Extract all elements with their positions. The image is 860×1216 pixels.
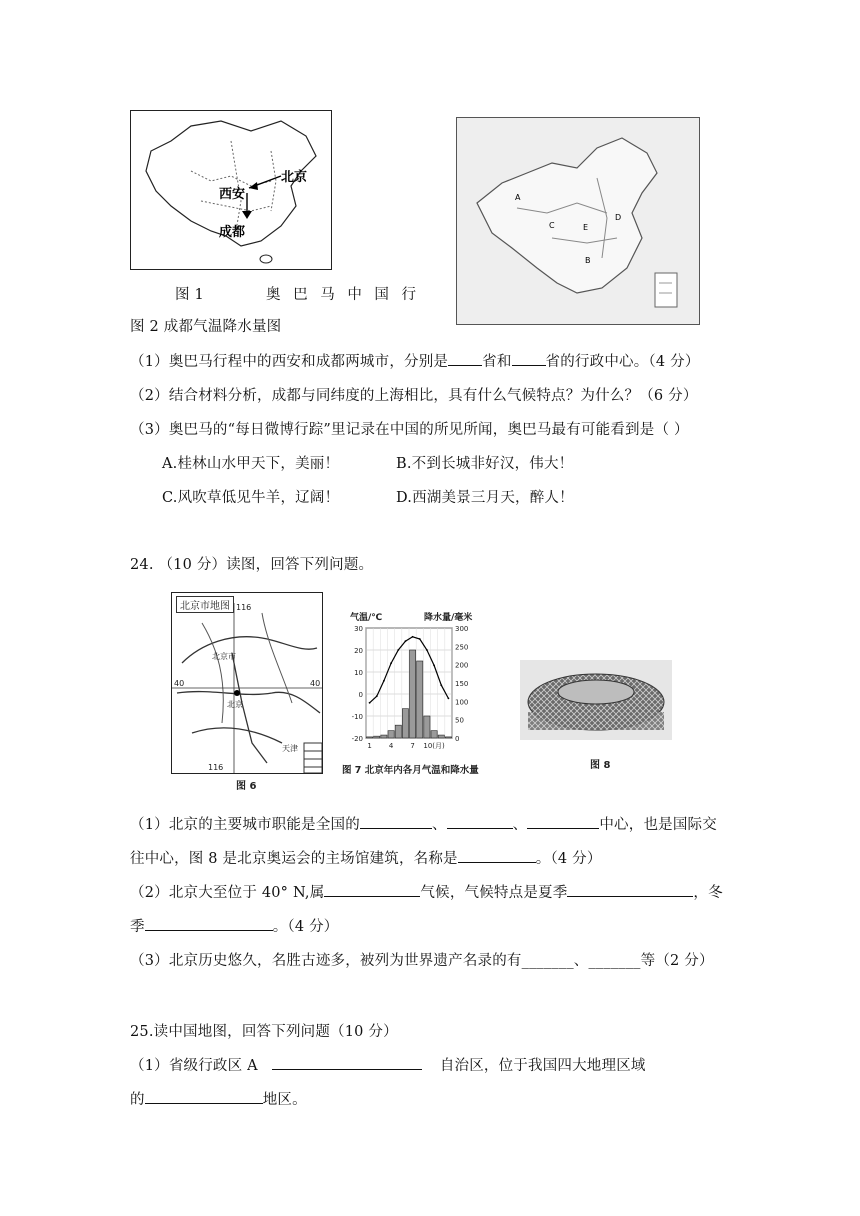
temperature-point — [383, 680, 385, 682]
precip-bar — [374, 736, 380, 738]
x-tick-label: 7 — [410, 742, 415, 750]
q23-1: （1）奥巴马行程中的西安和成都两城市，分别是 省和 省的行政中心。（4 分） — [130, 350, 700, 371]
y-right-tick-label: 150 — [455, 680, 469, 688]
figure-2-caption: 图 2 成都气温降水量图 — [130, 319, 282, 335]
q24-2a: （2）北京大至位于 40° N,属 气候，气候特点是夏季 ，冬 — [130, 881, 723, 902]
region-letter-b: B — [585, 256, 591, 265]
temperature-point — [426, 649, 428, 651]
label-beijing-center: 北京 — [227, 700, 243, 709]
longitude-top: 116 — [236, 603, 252, 612]
latitude-right: 40 — [310, 679, 321, 688]
y-left-tick-label: 30 — [354, 625, 363, 633]
region-letter-a: A — [515, 193, 521, 202]
answer-blank[interactable] — [145, 916, 273, 931]
figure-1-route-map — [130, 110, 332, 270]
option-a[interactable]: A.桂林山水甲天下，美丽！ — [162, 456, 340, 472]
temperature-point — [419, 638, 421, 640]
birds-nest-stadium-image — [520, 660, 672, 740]
longitude-bottom: 116 — [208, 763, 224, 772]
map-header: 北京市地图 — [176, 596, 234, 613]
figure-china-regions-map — [456, 117, 700, 325]
answer-blank[interactable] — [448, 351, 482, 366]
q24-1b: 往中心，图 8 是北京奥运会的主场馆建筑，名称是 。（4 分） — [130, 847, 602, 868]
answer-blank[interactable] — [527, 814, 599, 829]
q24-3: （3）北京历史悠久，名胜古迹多，被列为世界遗产名录的有_______、_______等（2 分） — [130, 953, 714, 969]
y-left-tick-label: 0 — [358, 691, 363, 699]
answer-blank[interactable] — [272, 1055, 422, 1070]
option-d[interactable]: D.西湖美景三月天，醉人！ — [396, 490, 574, 506]
figure-1-caption: 图 1 — [175, 287, 204, 303]
figure-8-caption: 图 8 — [590, 760, 611, 771]
q24-2b: 季 。（4 分） — [130, 915, 339, 936]
temperature-point — [369, 702, 371, 704]
label-beijing-city: 北京市 — [212, 652, 236, 661]
answer-blank[interactable] — [145, 1089, 263, 1104]
q25-title: 25.读中国地图，回答下列问题（10 分） — [130, 1024, 398, 1040]
chart-ylabel-right: 降水量/毫米 — [424, 613, 473, 623]
y-left-tick-label: -10 — [351, 713, 363, 721]
precip-bar — [410, 650, 416, 738]
answer-blank[interactable] — [458, 848, 536, 863]
q23-2: （2）结合材料分析，成都与同纬度的上海相比，具有什么气候特点？为什么？（6 分） — [130, 388, 698, 404]
y-right-tick-label: 50 — [455, 716, 464, 725]
q24-1a: （1）北京的主要城市职能是全国的 、 、 中心，也是国际交 — [130, 813, 717, 834]
q23-3: （3）奥巴马的“每日微博行踪”里记录在中国的所见所闻，奥巴马最有可能看到是（ ） — [130, 422, 689, 438]
temperature-point — [440, 684, 442, 686]
china-regions-svg — [457, 118, 699, 324]
answer-blank[interactable] — [360, 814, 432, 829]
temperature-point — [448, 698, 450, 700]
y-right-tick-label: 250 — [455, 643, 469, 652]
region-letter-d: D — [615, 213, 622, 222]
precip-bar — [367, 737, 373, 738]
figure-6-caption: 图 6 — [236, 781, 257, 792]
precip-bar — [395, 725, 401, 738]
precip-bar — [388, 731, 394, 738]
precip-bar — [417, 661, 423, 738]
q24-title: 24. （10 分）读图，回答下列问题。 — [130, 557, 374, 573]
answer-blank[interactable] — [567, 882, 693, 897]
figure-8-stadium-photo — [520, 660, 672, 740]
y-left-tick-label: -20 — [351, 735, 363, 743]
label-beijing: 北京 — [281, 170, 308, 185]
beijing-map-svg — [172, 593, 322, 773]
label-chengdu: 成都 — [219, 225, 246, 240]
temperature-point — [433, 665, 435, 667]
temperature-point — [390, 662, 392, 664]
figure-1-caption-title: 奥 巴 马 中 国 行 — [266, 287, 421, 303]
chart-ylabel-left: 气温/℃ — [350, 613, 383, 623]
figure-7-caption: 图 7 北京年内各月气温和降水量 — [342, 765, 479, 776]
region-letter-e: E — [583, 223, 589, 232]
option-c[interactable]: C.风吹草低见牛羊，辽阔！ — [162, 490, 340, 506]
y-left-tick-label: 10 — [354, 669, 363, 677]
x-tick-label: 10(月) — [423, 742, 445, 750]
answer-blank[interactable] — [324, 882, 420, 897]
option-b[interactable]: B.不到长城非好汉，伟大！ — [396, 456, 574, 472]
temperature-point — [412, 636, 414, 638]
precip-bar — [381, 735, 387, 738]
climate-chart-svg — [340, 610, 480, 760]
q25-1b: 的 地区。 — [130, 1088, 307, 1109]
temperature-point — [397, 649, 399, 651]
precip-bar — [431, 731, 437, 738]
precip-bar — [402, 709, 408, 738]
precip-bar — [445, 737, 451, 738]
y-right-tick-label: 200 — [455, 661, 469, 670]
temperature-point — [405, 640, 407, 642]
y-left-tick-label: 20 — [354, 647, 363, 655]
answer-blank[interactable] — [512, 351, 546, 366]
latitude-left: 40 — [174, 679, 185, 688]
q25-1a: （1）省级行政区 A 自治区，位于我国四大地理区域 — [130, 1054, 646, 1075]
label-tianjin: 天津 — [282, 744, 298, 753]
temperature-point — [376, 695, 378, 697]
x-tick-label: 1 — [367, 742, 372, 750]
arrowhead-icon — [242, 211, 252, 219]
figure-6-beijing-map — [171, 592, 323, 774]
label-xian: 西安 — [219, 187, 246, 202]
figure-7-climate-chart — [340, 610, 480, 760]
answer-blank[interactable] — [447, 814, 513, 829]
x-tick-label: 4 — [388, 742, 394, 750]
region-letter-c: C — [549, 221, 555, 230]
y-right-tick-label: 300 — [455, 625, 469, 633]
precip-bar — [424, 716, 430, 738]
y-right-tick-label: 100 — [455, 698, 469, 707]
precip-bar — [438, 735, 444, 738]
y-right-tick-label: 0 — [455, 735, 460, 743]
